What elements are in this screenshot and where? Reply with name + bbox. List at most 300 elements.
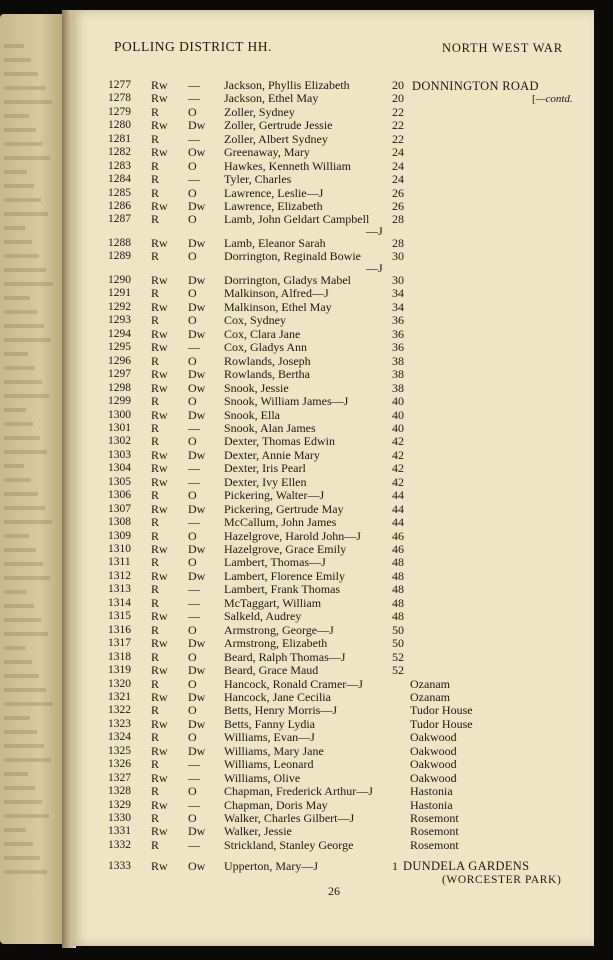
elector-name: Strickland, Stanley George [224, 838, 354, 852]
secondary-qualification-code: O [188, 677, 197, 691]
facing-page-bleed [4, 814, 49, 818]
secondary-qualification-code: Dw [188, 118, 206, 132]
elector-name: Beard, Grace Maud [224, 663, 319, 677]
qualification-code: R [151, 394, 160, 408]
facing-page-bleed [4, 464, 24, 468]
house-number: 22 [392, 105, 404, 119]
house-number: 42 [392, 448, 404, 462]
elector-number: 1310 [108, 543, 131, 555]
house-number: 22 [392, 118, 404, 132]
elector-row [72, 92, 594, 105]
elector-name: Dexter, Ivy Ellen [224, 475, 307, 489]
secondary-qualification-code: O [188, 186, 197, 200]
elector-name: Zoller, Albert Sydney [224, 132, 328, 146]
qualification-code: Rw [151, 798, 168, 812]
elector-name: McTaggart, William [224, 596, 322, 610]
elector-name: Hazelgrove, Grace Emily [224, 542, 347, 556]
elector-name: Dorrington, Reginald Bowie [224, 249, 361, 263]
house-number: 38 [392, 367, 404, 381]
house-name: Oakwood [410, 771, 457, 785]
secondary-qualification-code: O [188, 394, 197, 408]
secondary-qualification-code: Ow [188, 145, 206, 159]
house-name: Oakwood [410, 730, 457, 744]
secondary-qualification-code: Dw [188, 408, 206, 422]
facing-page-bleed [4, 520, 52, 524]
elector-name: Lambert, Frank Thomas [224, 582, 341, 596]
qualification-code: R [151, 730, 160, 744]
elector-name: Williams, Evan—J [224, 730, 315, 744]
facing-page-bleed [4, 338, 51, 342]
qualification-code: Rw [151, 78, 168, 92]
qualification-code: Rw [151, 300, 168, 314]
polling-district-header: POLLING DISTRICT HH. [114, 39, 272, 54]
facing-page-bleed [4, 422, 33, 426]
house-name: Tudor House [410, 717, 473, 731]
elector-name: Williams, Leonard [224, 757, 314, 771]
elector-number: 1291 [108, 287, 131, 299]
qualification-code: R [151, 354, 160, 368]
facing-page-bleed [4, 72, 38, 76]
elector-name: Walker, Jessie [224, 824, 292, 838]
qualification-code: Rw [151, 690, 168, 704]
facing-page-bleed [4, 646, 25, 650]
qualification-code: R [151, 105, 160, 119]
elector-name: Armstrong, Elizabeth [224, 636, 328, 650]
house-name: Rosemont [410, 838, 459, 852]
elector-row [72, 556, 594, 569]
qualification-code: R [151, 488, 160, 502]
facing-page-bleed [4, 352, 28, 356]
elector-name: Lawrence, Elizabeth [224, 199, 323, 213]
elector-number: 1302 [108, 435, 131, 447]
qualification-code: Rw [151, 236, 168, 250]
house-number: 44 [392, 502, 404, 516]
house-name: Ozanam [410, 677, 450, 691]
facing-page-bleed [4, 226, 25, 230]
elector-number: 1316 [108, 624, 131, 636]
elector-number: 1293 [108, 314, 131, 326]
facing-page-bleed [4, 86, 45, 90]
secondary-qualification-code: Dw [188, 367, 206, 381]
house-number: 46 [392, 529, 404, 543]
qualification-code: R [151, 596, 160, 610]
elector-number: 1332 [108, 839, 131, 851]
facing-page-bleed [4, 436, 40, 440]
elector-name: Zoller, Gertrude Jessie [224, 118, 333, 132]
secondary-qualification-code: — [188, 596, 200, 610]
facing-page-bleed [4, 170, 27, 174]
qualification-code: Rw [151, 542, 168, 556]
elector-number: 1295 [108, 341, 131, 353]
elector-name: Upperton, Mary—J [224, 859, 318, 873]
facing-page-bleed [4, 604, 34, 608]
house-number: 30 [392, 249, 404, 263]
elector-number: 1280 [108, 119, 131, 131]
house-number: 42 [392, 461, 404, 475]
facing-page-bleed [4, 800, 42, 804]
elector-number: 1277 [108, 79, 131, 91]
facing-page-bleed [4, 114, 29, 118]
qualification-code: R [151, 132, 160, 146]
secondary-qualification-code: — [188, 771, 200, 785]
house-name: Ozanam [410, 690, 450, 704]
house-number: 30 [392, 273, 404, 287]
elector-name: Armstrong, George—J [224, 623, 334, 637]
secondary-qualification-code: Dw [188, 690, 206, 704]
elector-row [72, 368, 594, 381]
qualification-code: Rw [151, 145, 168, 159]
qualification-code: R [151, 650, 160, 664]
house-number: 36 [392, 313, 404, 327]
elector-number: 1333 [108, 860, 131, 872]
secondary-qualification-code: O [188, 650, 197, 664]
elector-number: 1284 [108, 173, 131, 185]
elector-number: 1303 [108, 449, 131, 461]
house-name: Oakwood [410, 757, 457, 771]
qualification-code: R [151, 313, 160, 327]
elector-number: 1320 [108, 678, 131, 690]
elector-number: 1324 [108, 731, 131, 743]
elector-name: Pickering, Walter—J [224, 488, 325, 502]
facing-page-bleed [4, 758, 51, 762]
house-number: 24 [392, 159, 404, 173]
elector-number: 1279 [108, 106, 131, 118]
elector-number: 1289 [108, 250, 131, 262]
elector-name: Jackson, Ethel May [224, 91, 319, 105]
house-number: 1 [392, 859, 398, 873]
secondary-qualification-code: O [188, 623, 197, 637]
elector-number: 1323 [108, 718, 131, 730]
qualification-code: R [151, 186, 160, 200]
house-number: 38 [392, 354, 404, 368]
elector-name: Snook, Jessie [224, 381, 289, 395]
qualification-code: R [151, 703, 160, 717]
secondary-qualification-code: Dw [188, 236, 206, 250]
secondary-qualification-code: — [188, 515, 200, 529]
house-number: 22 [392, 132, 404, 146]
elector-name: Lawrence, Leslie—J [224, 186, 324, 200]
elector-row [72, 173, 594, 186]
qualification-code: Rw [151, 367, 168, 381]
elector-name: Williams, Mary Jane [224, 744, 324, 758]
qualification-code: Rw [151, 448, 168, 462]
facing-page-bleed [4, 366, 35, 370]
elector-number: 1301 [108, 422, 131, 434]
elector-name: Rowlands, Bertha [224, 367, 310, 381]
secondary-qualification-code: — [188, 340, 200, 354]
elector-number: 1294 [108, 328, 131, 340]
qualification-code: R [151, 212, 160, 226]
elector-name: Snook, Alan James [224, 421, 316, 435]
elector-number: 1299 [108, 395, 131, 407]
secondary-qualification-code: O [188, 555, 197, 569]
elector-name: Rowlands, Joseph [224, 354, 311, 368]
secondary-qualification-code: — [188, 132, 200, 146]
elector-row [72, 516, 594, 529]
facing-page-bleed [4, 282, 53, 286]
elector-row [72, 341, 594, 354]
elector-name: Snook, Ella [224, 408, 280, 422]
qualification-code: Rw [151, 744, 168, 758]
qualification-code: R [151, 434, 160, 448]
facing-page-bleed [4, 156, 50, 160]
house-number: 44 [392, 488, 404, 502]
elector-name: McCallum, John James [224, 515, 337, 529]
elector-name: Pickering, Gertrude May [224, 502, 344, 516]
elector-number: 1311 [108, 556, 131, 568]
house-number: 48 [392, 555, 404, 569]
elector-number: 1329 [108, 799, 131, 811]
secondary-qualification-code: Dw [188, 273, 206, 287]
continued-label: —contd. [535, 93, 573, 105]
bracket-glyph: [ [532, 93, 536, 105]
elector-row [72, 314, 594, 327]
elector-number: 1285 [108, 187, 131, 199]
facing-page-bleed [4, 786, 35, 790]
house-number: 34 [392, 286, 404, 300]
elector-row [72, 785, 594, 798]
elector-name: Hancock, Ronald Cramer—J [224, 677, 363, 691]
elector-name: Hazelgrove, Harold John—J [224, 529, 361, 543]
elector-number: 1278 [108, 92, 131, 104]
next-street-heading: DUNDELA GARDENS [403, 859, 530, 873]
facing-page-bleed [4, 576, 50, 580]
facing-page-bleed [4, 198, 41, 202]
facing-page-bleed [4, 772, 28, 776]
elector-row [72, 489, 594, 502]
elector-number: 1306 [108, 489, 131, 501]
elector-number: 1331 [108, 825, 131, 837]
qualification-code: R [151, 555, 160, 569]
house-number: 38 [392, 381, 404, 395]
qualification-code: R [151, 582, 160, 596]
elector-number: 1326 [108, 758, 131, 770]
facing-page-bleed [4, 828, 26, 832]
elector-number: 1315 [108, 610, 131, 622]
register-page [72, 10, 594, 946]
secondary-qualification-code: Dw [188, 502, 206, 516]
juror-marker: —J [366, 261, 383, 275]
elector-name: Zoller, Sydney [224, 105, 295, 119]
house-number: 26 [392, 199, 404, 213]
elector-number: 1292 [108, 301, 131, 313]
qualification-code: Rw [151, 91, 168, 105]
elector-number: 1308 [108, 516, 131, 528]
house-name: Oakwood [410, 744, 457, 758]
elector-row [72, 435, 594, 448]
qualification-code: R [151, 249, 160, 263]
elector-row [72, 825, 594, 838]
elector-number: 1286 [108, 200, 131, 212]
elector-name: Tyler, Charles [224, 172, 292, 186]
next-street-subheading: (WORCESTER PARK) [442, 874, 562, 886]
elector-number: 1288 [108, 237, 131, 249]
house-number: 36 [392, 327, 404, 341]
secondary-qualification-code: — [188, 582, 200, 596]
facing-page-bleed [4, 44, 24, 48]
facing-page-bleed [4, 268, 46, 272]
elector-number: 1325 [108, 745, 131, 757]
secondary-qualification-code: O [188, 354, 197, 368]
house-number: 34 [392, 300, 404, 314]
qualification-code: Rw [151, 502, 168, 516]
elector-number: 1281 [108, 133, 131, 145]
qualification-code: Rw [151, 771, 168, 785]
elector-number: 1300 [108, 409, 131, 421]
elector-name: Greenaway, Mary [224, 145, 310, 159]
facing-page-bleed [4, 310, 37, 314]
house-name: Tudor House [410, 703, 473, 717]
elector-number: 1297 [108, 368, 131, 380]
secondary-qualification-code: Dw [188, 199, 206, 213]
secondary-qualification-code: — [188, 461, 200, 475]
secondary-qualification-code: O [188, 434, 197, 448]
qualification-code: Rw [151, 824, 168, 838]
facing-page-bleed [4, 184, 34, 188]
elector-number: 1283 [108, 160, 131, 172]
secondary-qualification-code: O [188, 529, 197, 543]
secondary-qualification-code: Dw [188, 542, 206, 556]
secondary-qualification-code: O [188, 784, 197, 798]
secondary-qualification-code: Dw [188, 744, 206, 758]
elector-number: 1313 [108, 583, 131, 595]
qualification-code: Rw [151, 408, 168, 422]
qualification-code: R [151, 677, 160, 691]
qualification-code: Rw [151, 636, 168, 650]
facing-page-bleed [4, 660, 32, 664]
secondary-qualification-code: Dw [188, 448, 206, 462]
elector-row [72, 395, 594, 408]
secondary-qualification-code: O [188, 212, 197, 226]
secondary-qualification-code: — [188, 91, 200, 105]
qualification-code: R [151, 811, 160, 825]
house-number: 50 [392, 623, 404, 637]
elector-name: Hancock, Jane Cecilia [224, 690, 331, 704]
elector-name: Beard, Ralph Thomas—J [224, 650, 346, 664]
elector-number: 1319 [108, 664, 131, 676]
qualification-code: Rw [151, 475, 168, 489]
qualification-code: Rw [151, 381, 168, 395]
facing-page-bleed [4, 58, 31, 62]
facing-page-bleed [4, 674, 39, 678]
qualification-code: Rw [151, 273, 168, 287]
elector-name: Chapman, Doris May [224, 798, 328, 812]
elector-name: Walker, Charles Gilbert—J [224, 811, 355, 825]
secondary-qualification-code: Ow [188, 859, 206, 873]
elector-number: 1317 [108, 637, 131, 649]
elector-number: 1305 [108, 476, 131, 488]
elector-name: Lambert, Florence Emily [224, 569, 345, 583]
elector-name: Betts, Henry Morris—J [224, 703, 337, 717]
qualification-code: R [151, 159, 160, 173]
house-number: 24 [392, 172, 404, 186]
facing-page-bleed [4, 590, 27, 594]
elector-name: Snook, William James—J [224, 394, 349, 408]
qualification-code: R [151, 623, 160, 637]
elector-row [72, 583, 594, 596]
secondary-qualification-code: Dw [188, 569, 206, 583]
elector-name: Chapman, Frederick Arthur—J [224, 784, 373, 798]
elector-row [72, 704, 594, 717]
facing-page-bleed [4, 688, 46, 692]
qualification-code: Rw [151, 327, 168, 341]
facing-page-bleed [4, 240, 32, 244]
qualification-code: Rw [151, 859, 168, 873]
facing-page-bleed [4, 128, 36, 132]
qualification-code: R [151, 286, 160, 300]
house-name: Hastonia [410, 798, 453, 812]
house-number: 44 [392, 515, 404, 529]
facing-page-bleed [4, 408, 26, 412]
elector-name: Dorrington, Gladys Mabel [224, 273, 351, 287]
qualification-code: R [151, 421, 160, 435]
elector-number: 1314 [108, 597, 131, 609]
elector-name: Lamb, Eleanor Sarah [224, 236, 326, 250]
facing-page-bleed [4, 506, 45, 510]
elector-number: 1322 [108, 704, 131, 716]
qualification-code: R [151, 784, 160, 798]
elector-number: 1307 [108, 503, 131, 515]
house-number: 48 [392, 596, 404, 610]
facing-page-bleed [4, 870, 47, 874]
house-number: 48 [392, 582, 404, 596]
elector-name: Cox, Clara Jane [224, 327, 301, 341]
elector-row [72, 146, 594, 159]
house-number: 42 [392, 475, 404, 489]
elector-row [72, 731, 594, 744]
house-name: Hastonia [410, 784, 453, 798]
secondary-qualification-code: O [188, 286, 197, 300]
facing-page-bleed [4, 716, 30, 720]
secondary-qualification-code: — [188, 172, 200, 186]
facing-page-bleed [4, 142, 43, 146]
elector-number: 1296 [108, 355, 131, 367]
elector-name: Malkinson, Ethel May [224, 300, 332, 314]
elector-number: 1327 [108, 772, 131, 784]
secondary-qualification-code: O [188, 105, 197, 119]
facing-page-bleed [4, 478, 31, 482]
house-name: Rosemont [410, 811, 459, 825]
qualification-code: Rw [151, 461, 168, 475]
house-number: 46 [392, 542, 404, 556]
elector-number: 1318 [108, 651, 131, 663]
facing-page-bleed [4, 534, 29, 538]
qualification-code: Rw [151, 199, 168, 213]
facing-page-bleed [4, 548, 36, 552]
elector-number: 1304 [108, 462, 131, 474]
qualification-code: R [151, 838, 160, 852]
facing-page-bleed [4, 212, 48, 216]
house-number: 50 [392, 636, 404, 650]
secondary-qualification-code: Dw [188, 636, 206, 650]
elector-number: 1287 [108, 213, 131, 225]
elector-row [72, 462, 594, 475]
street-heading: DONNINGTON ROAD [412, 79, 539, 93]
elector-name: Hawkes, Kenneth William [224, 159, 351, 173]
elector-number: 1330 [108, 812, 131, 824]
facing-page-bleed [4, 702, 53, 706]
page-number: 26 [328, 884, 340, 898]
house-number: 28 [392, 236, 404, 250]
facing-page-bleed [4, 618, 41, 622]
elector-row [72, 664, 594, 677]
facing-page-bleed [4, 254, 39, 258]
elector-name: Dexter, Thomas Edwin [224, 434, 335, 448]
qualification-code: R [151, 172, 160, 186]
house-number: 20 [392, 78, 404, 92]
elector-name: Williams, Olive [224, 771, 301, 785]
qualification-code: R [151, 757, 160, 771]
